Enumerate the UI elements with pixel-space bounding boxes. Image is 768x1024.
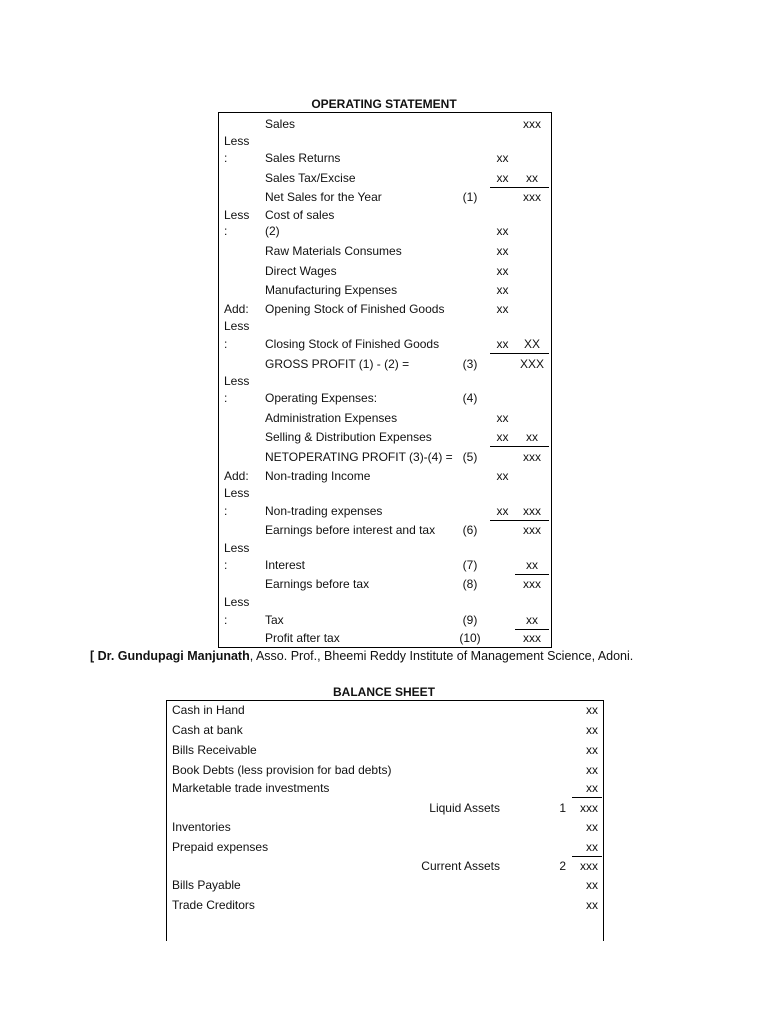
author-credit: [90, 649, 633, 663]
bs-row-label: Cash in Hand: [172, 703, 245, 717]
bs-row-value: xx: [586, 820, 598, 834]
row-label: NETOPERATING PROFIT (3)-(4) =: [265, 450, 453, 464]
row-amount-outer: xx: [515, 558, 549, 575]
credit-author: Dr. Gundupagi Manjunath: [97, 649, 250, 663]
bs-row-number: 1: [559, 801, 566, 815]
row-ref: (3): [462, 357, 478, 371]
row-prefix: :: [224, 558, 228, 572]
row-amount-inner: xx: [490, 504, 515, 521]
row-label: GROSS PROFIT (1) - (2) =: [265, 357, 410, 371]
row-prefix: :: [224, 337, 228, 351]
row-label: Operating Expenses:: [265, 391, 378, 405]
row-amount-inner: xx: [496, 411, 509, 425]
row-amount-outer: xx: [515, 171, 549, 188]
row-label: (2): [265, 224, 280, 238]
row-prefix: :: [224, 504, 228, 518]
row-prefix: Less: [224, 486, 250, 500]
row-label: Sales: [265, 117, 296, 131]
bs-row-subtotal: Liquid Assets: [429, 801, 500, 815]
row-ref: (4): [462, 391, 478, 405]
row-label: Cost of sales: [265, 208, 335, 222]
row-label: Administration Expenses: [265, 411, 398, 425]
row-label: Raw Materials Consumes: [265, 244, 402, 258]
row-prefix: :: [224, 613, 228, 627]
row-label: Sales Returns: [265, 151, 341, 165]
row-amount-outer: xx: [515, 430, 549, 447]
row-label: Opening Stock of Finished Goods: [265, 302, 445, 316]
row-prefix: Less: [224, 319, 250, 333]
row-prefix: Less: [224, 134, 250, 148]
row-label: Interest: [265, 558, 306, 572]
bs-row-value: xx: [572, 840, 602, 857]
bs-row-value: xxx: [580, 801, 598, 815]
row-prefix: Less: [224, 208, 250, 222]
row-prefix: :: [224, 391, 228, 405]
row-amount-inner: xx: [496, 469, 509, 483]
row-amount-inner: xx: [496, 224, 509, 238]
row-label: Non-trading expenses: [265, 504, 383, 518]
row-amount-outer: xxx: [523, 450, 541, 464]
row-amount-outer: xxx: [515, 504, 549, 521]
row-prefix: Add:: [224, 302, 249, 316]
row-prefix: Less: [224, 541, 250, 555]
row-label: Closing Stock of Finished Goods: [265, 337, 440, 351]
bs-row-value: xxx: [580, 859, 598, 873]
bs-row-label: Trade Creditors: [172, 898, 255, 912]
row-amount-outer: xxx: [523, 190, 541, 204]
bs-row-value: xx: [586, 898, 598, 912]
row-amount-outer: xx: [515, 613, 549, 630]
bs-row-label: Bills Payable: [172, 878, 241, 892]
row-ref: (6): [462, 523, 478, 537]
row-amount-inner: xx: [496, 302, 509, 316]
row-amount-inner: xx: [496, 244, 509, 258]
row-label: Profit after tax: [265, 631, 340, 645]
row-ref: (1): [462, 190, 478, 204]
bs-row-value: xx: [586, 723, 598, 737]
row-amount-outer: XX: [515, 337, 549, 354]
row-prefix: Less: [224, 595, 250, 609]
row-amount-outer: xxx: [523, 631, 541, 645]
bs-row-value: xx: [586, 703, 598, 717]
credit-affiliation: , Asso. Prof., Bheemi Reddy Institute of Management Science, Adoni.: [249, 649, 634, 663]
row-prefix: Add:: [224, 469, 249, 483]
row-amount-inner: xx: [490, 337, 515, 354]
row-label: Tax: [265, 613, 284, 627]
row-amount-inner: xx: [490, 171, 515, 188]
bs-row-label: Cash at bank: [172, 723, 243, 737]
credit-bracket: [: [90, 649, 98, 663]
row-ref: (7): [462, 558, 478, 572]
row-ref: (8): [462, 577, 478, 591]
balance-sheet-title: BALANCE SHEET: [332, 685, 435, 699]
bs-row-value: xx: [572, 781, 602, 798]
row-ref: (5): [462, 450, 478, 464]
row-label: Net Sales for the Year: [265, 190, 382, 204]
bs-row-label: Inventories: [172, 820, 231, 834]
row-ref: (9): [462, 613, 478, 627]
bs-row-value: xx: [586, 878, 598, 892]
row-amount-outer: XXX: [519, 357, 544, 371]
row-label: Non-trading Income: [265, 469, 371, 483]
bs-row-number: 2: [559, 859, 566, 873]
row-amount-outer: xxx: [523, 523, 541, 537]
row-amount-outer: xxx: [523, 117, 541, 131]
bs-row-value: xx: [586, 763, 598, 777]
bs-row-label: Marketable trade investments: [172, 781, 330, 795]
bs-row-label: Prepaid expenses: [172, 840, 269, 854]
row-label: Selling & Distribution Expenses: [265, 430, 432, 444]
row-amount-outer: xxx: [523, 577, 541, 591]
row-amount-inner: xx: [496, 151, 509, 165]
row-label: Direct Wages: [265, 264, 337, 278]
bs-row-label: Book Debts (less provision for bad debts): [172, 763, 392, 777]
row-label: Earnings before interest and tax: [265, 523, 436, 537]
operating-statement-title: OPERATING STATEMENT: [311, 97, 457, 111]
row-label: Sales Tax/Excise: [265, 171, 356, 185]
row-label: Earnings before tax: [265, 577, 370, 591]
bs-row-subtotal: Current Assets: [421, 859, 500, 873]
row-prefix: :: [224, 151, 228, 165]
row-prefix: Less: [224, 374, 250, 388]
bs-row-label: Bills Receivable: [172, 743, 257, 757]
row-amount-inner: xx: [496, 264, 509, 278]
row-prefix: :: [224, 224, 228, 238]
row-ref: (10): [459, 631, 481, 645]
row-amount-inner: xx: [490, 430, 515, 447]
bs-row-value: xx: [586, 743, 598, 757]
row-label: Manufacturing Expenses: [265, 283, 398, 297]
row-amount-inner: xx: [496, 283, 509, 297]
